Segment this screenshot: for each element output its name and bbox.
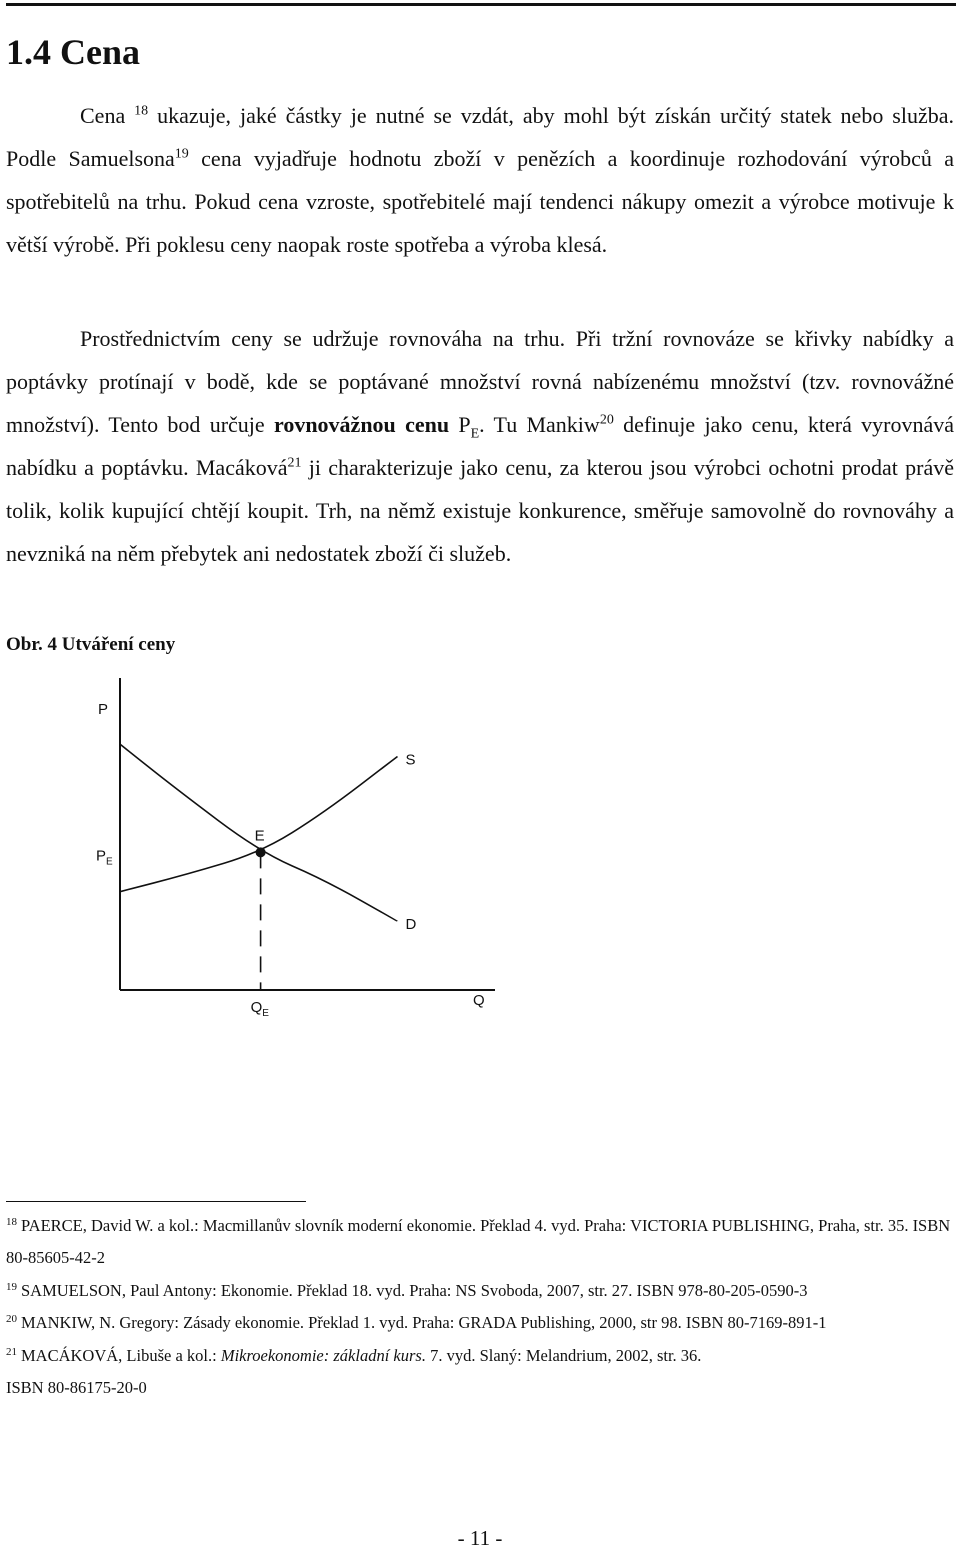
footnote-number: 20 [6, 1312, 17, 1325]
footnote-21 [6, 1340, 956, 1404]
footnote-text: PAERCE, David W. a kol.: Macmillanův slovník moderní ekonomie. Překlad 4. vyd. Praha: VICTORIA PUBLISHING, Praha, str. 35. ISBN 80-85605-42-2 [6, 1216, 951, 1267]
footnote-text: SAMUELSON, Paul Antony: Ekonomie. Překlad 18. vyd. Praha: NS Svoboda, 2007, str. 27. ISBN 978-80-205-0590-3 [21, 1281, 808, 1300]
paragraph-2 [6, 317, 954, 575]
footnote-title-italic: Mikroekonomie: základní kurs. [220, 1346, 426, 1365]
equilibrium-price-term: rovnovážnou cenu [273, 412, 450, 437]
footnote-number: 21 [6, 1345, 17, 1358]
subscript-e: E [470, 426, 480, 442]
section-heading [6, 28, 140, 76]
footnote-ref-20[interactable]: 20 [599, 412, 614, 428]
x-axis-label: Q [473, 992, 485, 1009]
footnote-text: MANKIW, N. Gregory: Zásady ekonomie. Překlad 1. vyd. Praha: GRADA Publishing, 2000, str 98. ISBN 80-7169-891-1 [21, 1313, 827, 1332]
footnote-number: 19 [6, 1280, 17, 1293]
equilibrium-point [256, 847, 266, 857]
series-layer [120, 744, 417, 933]
curve-label-d: D [405, 916, 417, 934]
equilibrium-label: E [254, 827, 265, 845]
curve-label-s: S [405, 751, 416, 769]
paragraph-2-text-a: Prostřednictvím ceny se udržuje rovnováha na trhu. Při tržní rovnováze se křivky nabídky a poptávky protínají v bodě, kde se poptávané množství rovná nabízenému množství (tzv. rovnovážné množství). Tento bod určuje [6, 326, 954, 437]
footnote-19 [6, 1275, 956, 1307]
footnote-ref-18[interactable]: 18 [134, 103, 149, 119]
quantity-equilibrium-label: $Q_E$ [250, 999, 269, 1019]
y-axis-label: P [98, 701, 109, 718]
footnote-20 [6, 1307, 956, 1339]
paragraph-1-text-b: ukazuje, jaké částky je nutné se vzdát, aby mohl být získán určitý statek nebo služba. Podle Samuelsona [6, 103, 954, 171]
footnote-18 [6, 1210, 956, 1274]
paragraph-2-text-c: . Tu Mankiw [479, 412, 600, 437]
section-title: Cena [60, 32, 140, 72]
footnote-text-b: 7. vyd. Slaný: Melandrium, 2002, str. 36. [425, 1346, 702, 1365]
paragraph-2-text-e: ji charakterizuje jako cenu, za kterou jsou výrobci ochotni prodat právě tolik, kolik kupující chtějí koupit. Trh, na němž existuje konkurence, směřuje samovolně do rovnováhy a nevzniká na něm přebytek ani nedostatek zboží či služeb. [6, 455, 954, 566]
figure-caption: Obr. 4 Utváření ceny [6, 634, 176, 655]
footnote-text-c: ISBN 80-86175-20-0 [6, 1378, 147, 1397]
paragraph-1-text-a: Cena [80, 103, 126, 128]
footnote-rule [6, 1201, 306, 1202]
paragraph-1-text-c: cena vyjadřuje hodnotu zboží v penězích a koordinuje rozhodování výrobců a spotřebitelů na trhu. Pokud cena vzroste, spotřebitelé mají tendenci nákupy omezit a výrobce motivuje k větší výrobě. Při poklesu ceny naopak roste spotřeba a výroba klesá. [6, 146, 954, 257]
price-equilibrium-label: $P_E$ [96, 847, 113, 868]
footnote-number: 18 [6, 1215, 17, 1228]
paragraph-2-text-d: definuje jako cenu, která vyrovnává nabídku a poptávku. Macáková [6, 412, 955, 480]
paragraph-2-text-b: P [449, 412, 471, 437]
section-number: 1.4 [6, 32, 51, 72]
page-number: - 11 - [457, 1526, 503, 1550]
footnote-ref-21[interactable]: 21 [287, 455, 302, 471]
footnote-ref-19[interactable]: 19 [174, 146, 189, 162]
supply-demand-chart [80, 670, 510, 1030]
paragraph-1 [6, 94, 954, 266]
top-rule [6, 3, 956, 6]
footnote-text: MACÁKOVÁ, Libuše a kol.: [21, 1346, 221, 1365]
